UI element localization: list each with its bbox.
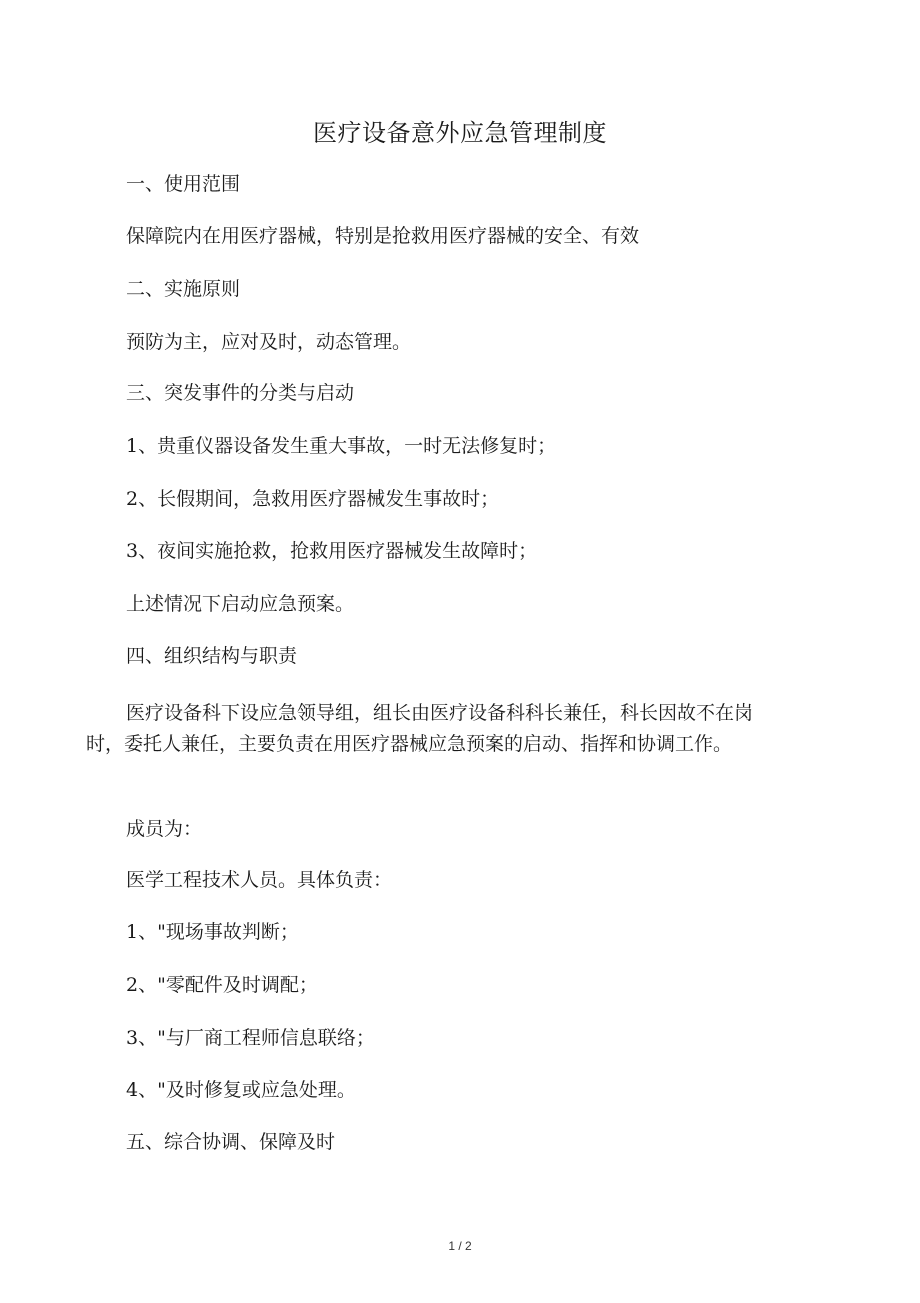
section-heading-coordination: 五、综合协调、保障及时: [126, 1131, 336, 1153]
events-summary: 上述情况下启动应急预案。: [126, 593, 355, 615]
section-heading-events: 三、突发事件的分类与启动: [126, 382, 355, 404]
section-heading-scope: 一、使用范围: [126, 173, 241, 195]
organization-paragraph-text: 医疗设备科下设应急领导组，组长由医疗设备科科长兼任，科长因故不在岗时，委托人兼任，主要负责在用医疗器械应急预案的启动、指挥和协调工作。: [86, 702, 754, 755]
duty-item-1: 1、"现场事故判断；: [126, 921, 299, 943]
document-title: 医疗设备意外应急管理制度: [313, 119, 607, 147]
event-item-3: 3、夜间实施抢救，抢救用医疗器械发生故障时；: [126, 540, 538, 562]
scope-text: 保障院内在用医疗器械，特别是抢救用医疗器械的安全、有效: [126, 225, 640, 247]
event-item-2: 2、长假期间，急救用医疗器械发生事故时；: [126, 488, 500, 510]
page-number: 1 / 2: [448, 1239, 472, 1253]
members-label: 成员为：: [126, 818, 203, 840]
duty-item-2: 2、"零配件及时调配；: [126, 974, 318, 996]
principles-text: 预防为主，应对及时，动态管理。: [126, 331, 412, 353]
duty-item-3: 3、"与厂商工程师信息联络；: [126, 1027, 375, 1049]
duty-item-4: 4、"及时修复或应急处理。: [126, 1079, 356, 1101]
section-heading-principles: 二、实施原则: [126, 278, 241, 300]
event-item-1: 1、贵重仪器设备发生重大事故，一时无法修复时；: [126, 435, 557, 457]
section-heading-organization: 四、组织结构与职责: [126, 645, 298, 667]
organization-paragraph: [86, 698, 786, 760]
members-description: 医学工程技术人员。具体负责：: [126, 869, 393, 891]
